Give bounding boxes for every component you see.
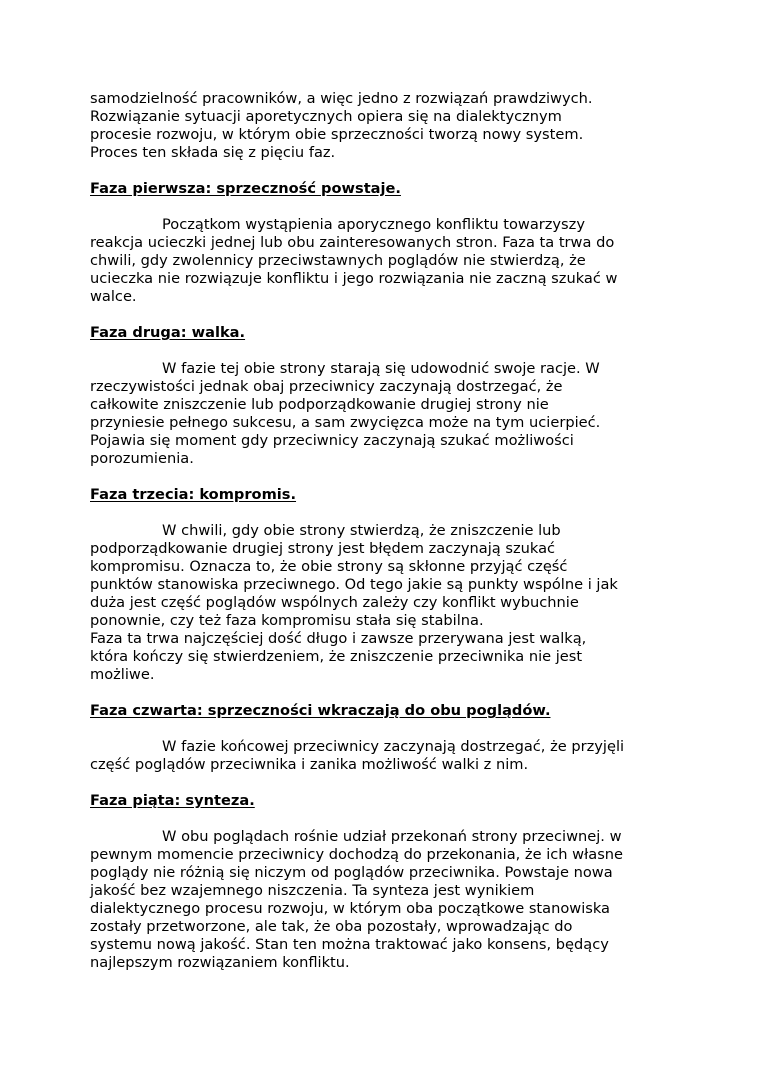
section-heading-1: Faza pierwsza: sprzeczność powstaje. [90,180,401,197]
spacer [90,468,660,486]
spacer [90,774,660,792]
spacer [90,684,660,702]
document-page [90,90,660,972]
intro-paragraph: samodzielność pracowników, a więc jedno z rozwiązań prawdziwych. Rozwiązanie sytuacji aporetycznych opiera się na dialektycznym procesie rozwoju, w którym obie sprzeczności tworzą nowy system. Proces ten składa się z pięciu faz. [90,90,593,161]
spacer [90,198,660,216]
spacer [90,720,660,738]
section-body-4: W fazie końcowej przeciwnicy zaczynają dostrzegać, że przyjęli część poglądów przeciwnika i zanika możliwość walki z nim. [90,738,625,773]
section-heading-3: Faza trzecia: kompromis. [90,486,297,503]
section-heading-2: Faza druga: walka. [90,324,246,341]
section-heading-5: Faza piąta: synteza. [90,792,255,809]
section-body-2: W fazie tej obie strony starają się udowodnić swoje racje. W rzeczywistości jednak obaj przeciwnicy zaczynają dostrzegać, że całkowite zniszczenie lub podporządkowanie drugiej strony nie przyniesie pełnego sukcesu, a sam zwycięzca może na tym ucierpieć. Pojawia się moment gdy przeciwnicy zaczynają szukać możliwości porozumienia. [90,360,601,467]
spacer [90,306,660,324]
section-body-1: Początkom wystąpienia aporycznego konfliktu towarzyszy reakcja ucieczki jednej lub obu zainteresowanych stron. Faza ta trwa do chwili, gdy zwolennicy przeciwstawnych poglądów nie stwierdzą, że ucieczka nie rozwiązuje konfliktu i jego rozwiązania nie zaczną szukać w walce. [90,216,618,305]
spacer [90,342,660,360]
spacer [90,162,660,180]
section-heading-4: Faza czwarta: sprzeczności wkraczają do obu poglądów. [90,702,551,719]
spacer [90,504,660,522]
section-body-5: W obu poglądach rośnie udział przekonań strony przeciwnej. w pewnym momencie przeciwnicy dochodzą do przekonania, że ich własne poglądy nie różnią się niczym od poglądów przeciwnika. Powstaje nowa jakość bez wzajemnego niszczenia. Ta synteza jest wynikiem dialektycznego procesu rozwoju, w którym oba początkowe stanowiska zostały przetworzone, ale tak, że oba pozostały, wprowadzając do systemu nową jakość. Stan ten można traktować jako konsens, będący najlepszym rozwiązaniem konfliktu. [90,828,624,971]
section-body-3: W chwili, gdy obie strony stwierdzą, że zniszczenie lub podporządkowanie drugiej strony jest błędem zaczynają szukać kompromisu. Oznacza to, że obie strony są skłonne przyjąć część punktów stanowiska przeciwnego. Od tego jakie są punkty wspólne i jak duża jest część poglądów wspólnych zależy czy konflikt wybuchnie ponownie, czy też faza kompromisu stała się stabilna. Faza ta trwa najczęściej dość długo i zawsze przerywana jest walką, która kończy się stwierdzeniem, że zniszczenie przeciwnika nie jest możliwe. [90,522,618,683]
spacer [90,810,660,828]
